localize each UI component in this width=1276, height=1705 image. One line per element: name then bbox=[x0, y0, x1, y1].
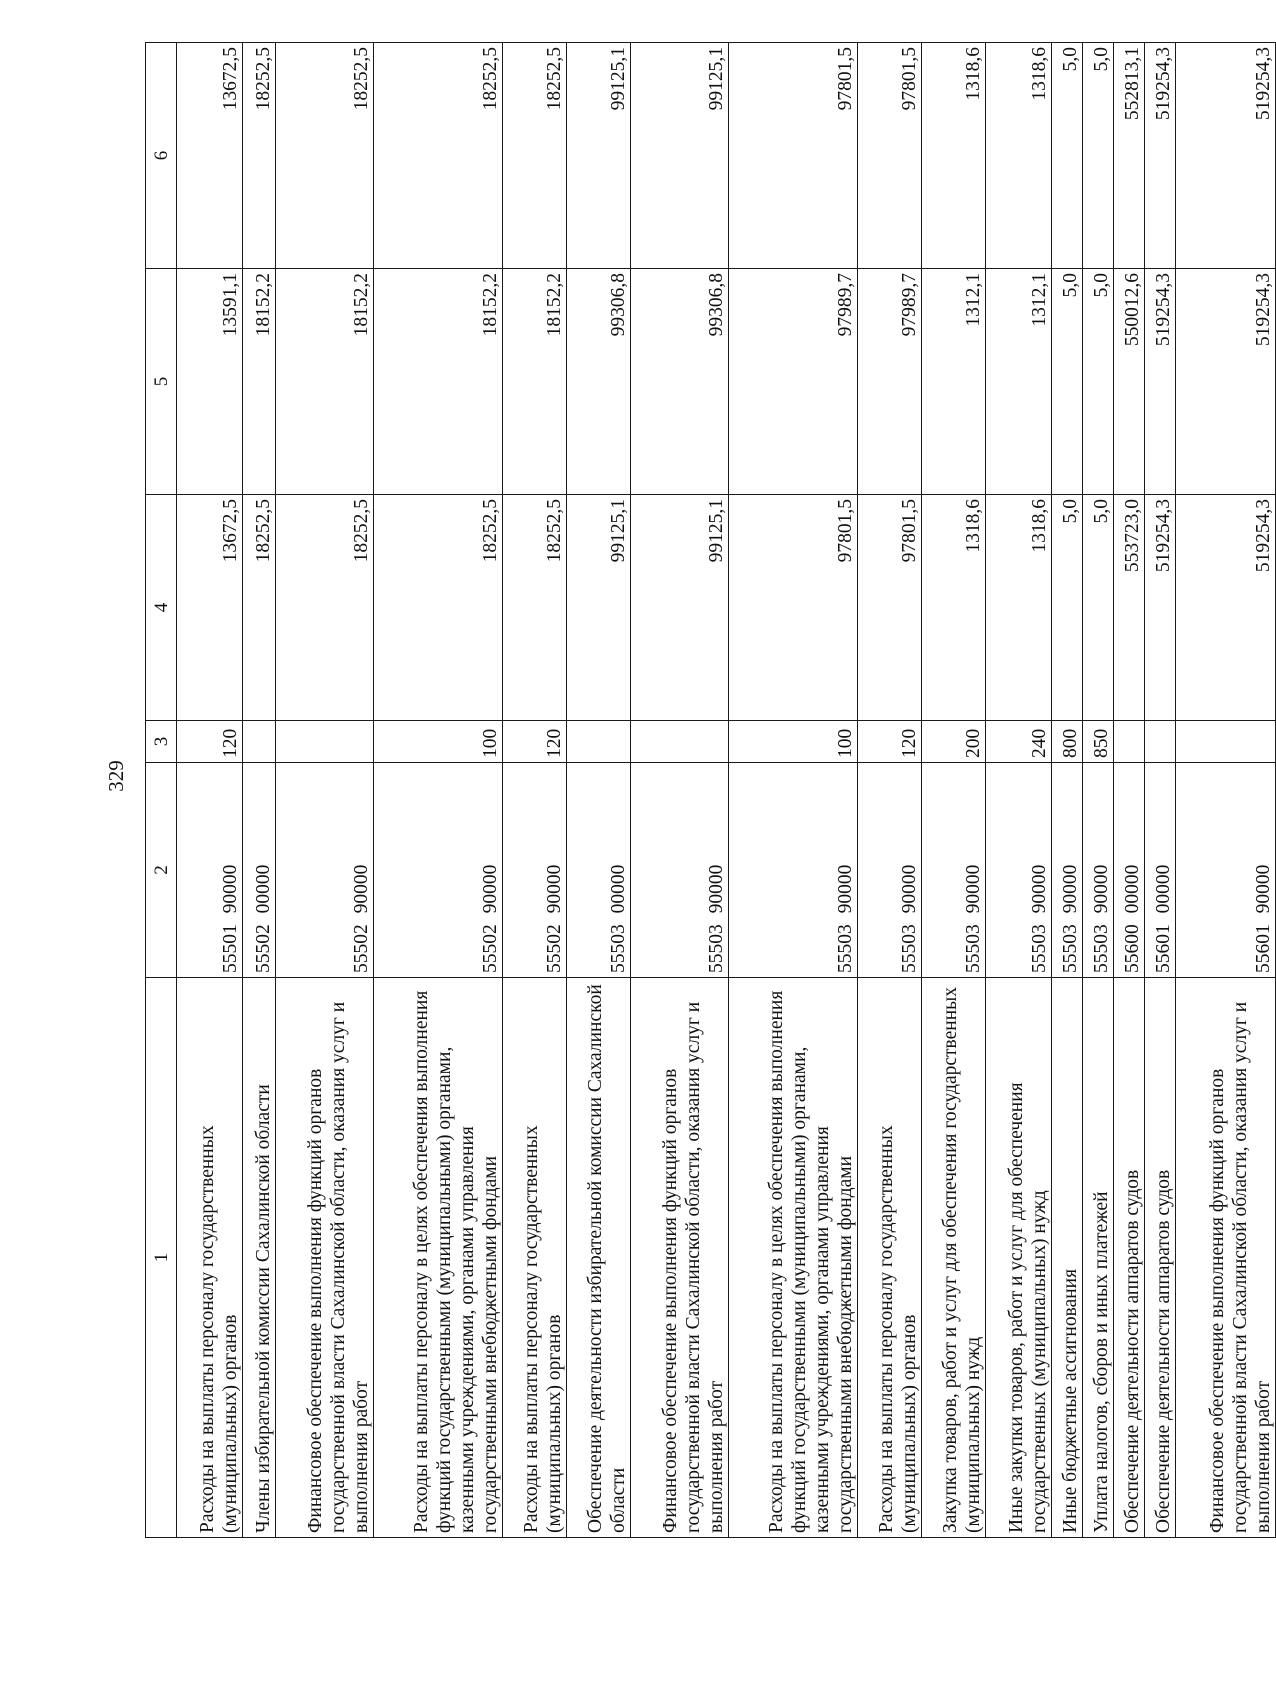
row-name: Обеспечение деятельности аппаратов судов bbox=[1114, 978, 1145, 1538]
row-value-4: 5,0 bbox=[1083, 495, 1114, 721]
table-row bbox=[374, 43, 503, 1538]
row-value-5: 99306,8 bbox=[631, 269, 729, 495]
table-row bbox=[243, 43, 276, 1538]
row-type: 120 bbox=[503, 721, 567, 763]
row-value-4: 519254,3 bbox=[1145, 495, 1176, 721]
row-value-6: 18252,5 bbox=[243, 43, 276, 269]
table-row bbox=[1145, 43, 1176, 1538]
table-row bbox=[729, 43, 858, 1538]
row-value-4: 1318,6 bbox=[986, 495, 1052, 721]
table-row bbox=[858, 43, 922, 1538]
table-row bbox=[1114, 43, 1145, 1538]
row-value-6: 99125,1 bbox=[567, 43, 631, 269]
header-col-4: 4 bbox=[146, 495, 177, 721]
row-name: Финансовое обеспечение выполнения функций органов государственной власти Сахалинской области, оказания услуг и выполнения работ bbox=[276, 978, 374, 1538]
row-value-5: 18152,2 bbox=[503, 269, 567, 495]
row-value-4: 5,0 bbox=[1052, 495, 1083, 721]
row-code: 55502 00000 bbox=[243, 763, 276, 978]
row-value-4: 99125,1 bbox=[631, 495, 729, 721]
table-row bbox=[922, 43, 986, 1538]
row-value-6: 18252,5 bbox=[374, 43, 503, 269]
header-col-2: 2 bbox=[146, 763, 177, 978]
row-code: 55502 90000 bbox=[276, 763, 374, 978]
row-value-4: 553723,0 bbox=[1114, 495, 1145, 721]
row-type bbox=[1145, 721, 1176, 763]
row-name: Закупка товаров, работ и услуг для обеспечения государственных (муниципальных) нужд bbox=[922, 978, 986, 1538]
row-code: 55503 90000 bbox=[858, 763, 922, 978]
row-code: 55503 90000 bbox=[631, 763, 729, 978]
budget-table bbox=[145, 42, 1276, 1538]
row-type: 200 bbox=[922, 721, 986, 763]
row-value-5: 18152,2 bbox=[374, 269, 503, 495]
row-type: 800 bbox=[1052, 721, 1083, 763]
row-value-6: 552813,1 bbox=[1114, 43, 1145, 269]
row-name: Обеспечение деятельности аппаратов судов bbox=[1145, 978, 1176, 1538]
row-value-6: 18252,5 bbox=[276, 43, 374, 269]
row-code: 55601 90000 bbox=[1176, 763, 1276, 978]
header-row bbox=[146, 43, 177, 1538]
row-value-5: 550012,6 bbox=[1114, 269, 1145, 495]
row-value-4: 18252,5 bbox=[243, 495, 276, 721]
row-code: 55502 90000 bbox=[503, 763, 567, 978]
row-value-6: 18252,5 bbox=[503, 43, 567, 269]
row-value-4: 13672,5 bbox=[177, 495, 243, 721]
row-type: 850 bbox=[1083, 721, 1114, 763]
row-value-6: 5,0 bbox=[1083, 43, 1114, 269]
header-col-1: 1 bbox=[146, 978, 177, 1538]
row-code: 55503 90000 bbox=[922, 763, 986, 978]
row-name: Уплата налогов, сборов и иных платежей bbox=[1083, 978, 1114, 1538]
row-value-5: 519254,3 bbox=[1145, 269, 1176, 495]
row-type: 240 bbox=[986, 721, 1052, 763]
rotated-table-wrapper bbox=[145, 43, 1274, 1538]
row-value-4: 97801,5 bbox=[858, 495, 922, 721]
row-name: Финансовое обеспечение выполнения функций органов государственной власти Сахалинской области, оказания услуг и выполнения работ bbox=[631, 978, 729, 1538]
row-code: 55601 00000 bbox=[1145, 763, 1176, 978]
row-value-4: 97801,5 bbox=[729, 495, 858, 721]
row-code: 55503 90000 bbox=[986, 763, 1052, 978]
row-value-5: 99306,8 bbox=[567, 269, 631, 495]
row-type: 120 bbox=[858, 721, 922, 763]
row-value-5: 1312,1 bbox=[922, 269, 986, 495]
row-value-5: 5,0 bbox=[1083, 269, 1114, 495]
row-value-6: 1318,6 bbox=[986, 43, 1052, 269]
table-row bbox=[1083, 43, 1114, 1538]
row-value-4: 1318,6 bbox=[922, 495, 986, 721]
row-code: 55503 90000 bbox=[1083, 763, 1114, 978]
row-type bbox=[1114, 721, 1145, 763]
row-value-4: 18252,5 bbox=[276, 495, 374, 721]
row-type bbox=[276, 721, 374, 763]
row-value-6: 13672,5 bbox=[177, 43, 243, 269]
header-col-3: 3 bbox=[146, 721, 177, 763]
row-type: 120 bbox=[177, 721, 243, 763]
row-type bbox=[1176, 721, 1276, 763]
table-row bbox=[567, 43, 631, 1538]
row-value-6: 519254,3 bbox=[1145, 43, 1176, 269]
row-value-5: 13591,1 bbox=[177, 269, 243, 495]
row-value-5: 1312,1 bbox=[986, 269, 1052, 495]
header-col-6: 6 bbox=[146, 43, 177, 269]
row-value-5: 519254,3 bbox=[1176, 269, 1276, 495]
row-name: Финансовое обеспечение выполнения функций органов государственной власти Сахалинской области, оказания услуг и выполнения работ bbox=[1176, 978, 1276, 1538]
row-code: 55502 90000 bbox=[374, 763, 503, 978]
table-row bbox=[1176, 43, 1276, 1538]
row-type bbox=[631, 721, 729, 763]
row-value-6: 97801,5 bbox=[858, 43, 922, 269]
row-code: 55503 90000 bbox=[729, 763, 858, 978]
row-value-4: 18252,5 bbox=[503, 495, 567, 721]
row-name: Расходы на выплаты персоналу в целях обеспечения выполнения функций государственными (муниципальными) органами, казенными учреждениями, органами управления государственными внебюджетными фондами bbox=[374, 978, 503, 1538]
row-code: 55600 00000 bbox=[1114, 763, 1145, 978]
row-value-5: 18152,2 bbox=[243, 269, 276, 495]
table-row bbox=[1052, 43, 1083, 1538]
table-row bbox=[631, 43, 729, 1538]
row-value-6: 1318,6 bbox=[922, 43, 986, 269]
row-value-4: 18252,5 bbox=[374, 495, 503, 721]
row-name: Расходы на выплаты персоналу в целях обеспечения выполнения функций государственными (муниципальными) органами, казенными учреждениями, органами управления государственными внебюджетными фондами bbox=[729, 978, 858, 1538]
row-type bbox=[567, 721, 631, 763]
row-value-5: 97989,7 bbox=[729, 269, 858, 495]
row-code: 55501 90000 bbox=[177, 763, 243, 978]
row-name: Иные закупки товаров, работ и услуг для обеспечения государственных (муниципальных) нужд bbox=[986, 978, 1052, 1538]
row-name: Члены избирательной комиссии Сахалинской области bbox=[243, 978, 276, 1538]
row-type bbox=[243, 721, 276, 763]
row-value-5: 18152,2 bbox=[276, 269, 374, 495]
row-value-6: 519254,3 bbox=[1176, 43, 1276, 269]
row-code: 55503 00000 bbox=[567, 763, 631, 978]
row-value-6: 5,0 bbox=[1052, 43, 1083, 269]
table-body bbox=[177, 43, 1276, 1538]
row-type: 100 bbox=[374, 721, 503, 763]
row-name: Обеспечение деятельности избирательной комиссии Сахалинской области bbox=[567, 978, 631, 1538]
row-name: Расходы на выплаты персоналу государственных (муниципальных) органов bbox=[503, 978, 567, 1538]
row-name: Расходы на выплаты персоналу государственных (муниципальных) органов bbox=[858, 978, 922, 1538]
row-value-4: 519254,3 bbox=[1176, 495, 1276, 721]
row-name: Иные бюджетные ассигнования bbox=[1052, 978, 1083, 1538]
header-col-5: 5 bbox=[146, 269, 177, 495]
row-value-5: 97989,7 bbox=[858, 269, 922, 495]
row-value-5: 5,0 bbox=[1052, 269, 1083, 495]
row-value-6: 97801,5 bbox=[729, 43, 858, 269]
row-type: 100 bbox=[729, 721, 858, 763]
row-name: Расходы на выплаты персоналу государственных (муниципальных) органов bbox=[177, 978, 243, 1538]
table-row bbox=[986, 43, 1052, 1538]
page-number: 329 bbox=[104, 760, 128, 792]
row-code: 55503 90000 bbox=[1052, 763, 1083, 978]
table-row bbox=[276, 43, 374, 1538]
row-value-4: 99125,1 bbox=[567, 495, 631, 721]
table-row bbox=[503, 43, 567, 1538]
row-value-6: 99125,1 bbox=[631, 43, 729, 269]
table-row bbox=[177, 43, 243, 1538]
